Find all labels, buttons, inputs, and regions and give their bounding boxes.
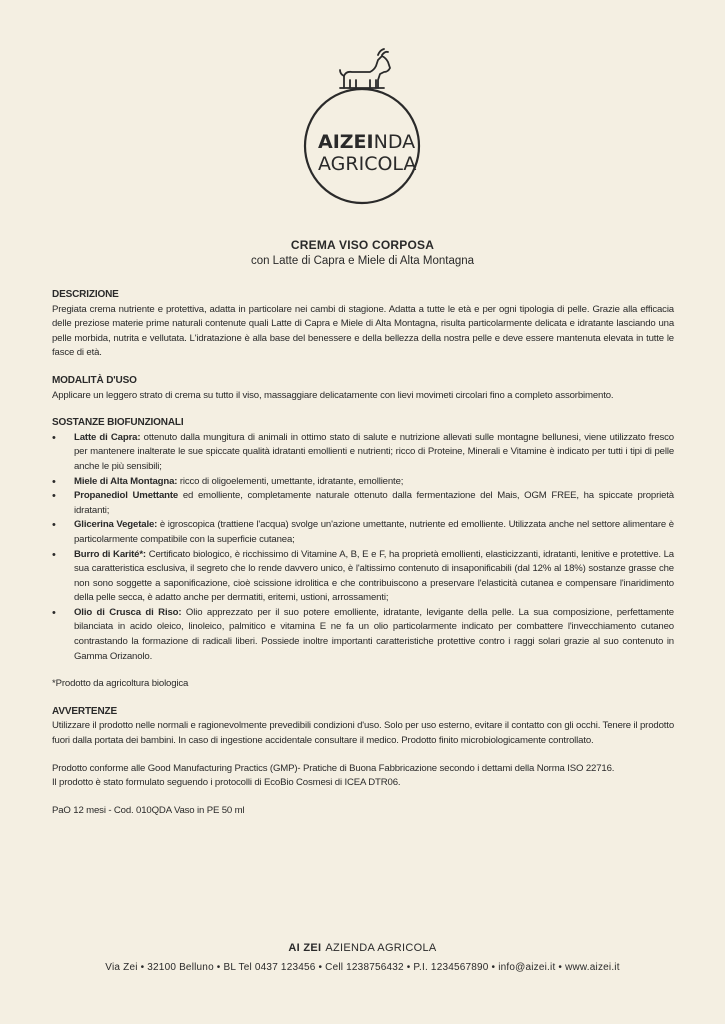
descrizione-text: Pregiata crema nutriente e protettiva, adatta in particolare nei cambi di stagione. Adatta a tutte le età e per ogni tipologia di pelle. Grazie alla efficacia delle preziose materie prime naturali contenute quali Latte di Capra e Miele di Alta Montagna, risulta particolarmente delicata e idratante lasciando una pelle morbida, nutrita e vellutata. L'idratazione è alla base del benessere e della bellezza della nostra pelle e deve essere mantenuta elevata in tutte le fasce di età. [52,303,674,359]
conformita-line-1: Prodotto conforme alle Good Manufacturing Practics (GMP)- Pratiche di Buona Fabbricazione secondo i dettami della Norma ISO 22716. [52,762,615,774]
organic-footnote: *Prodotto da agricoltura biologica [52,678,189,690]
product-title-block [0,238,725,267]
conformita-line-2: Il prodotto è stato formulato seguendo i protocolli di EcoBio Cosmesi di ICEA DTR06. [52,777,401,789]
ingredients-list [52,431,674,665]
ingredient-text: ricco di oligoelementi, umettante, idratante, emolliente; [177,475,404,487]
footer [0,942,725,973]
ingredient-text: Certificato biologico, è ricchissimo di Vitamine A, B, E e F, ha proprietà emollienti, elasticizzanti, idratanti, lenitive e protettive. La sua caratteristica esclusiva, il segreto che lo rende davvero unico, è l'altissimo contenuto di insaponificabili (dal 12% al 18%) sostanze grasse che non sono soggette a saponificazione, cioè scissione idrolitica e che contribuiscono a preservare l'elasticità cutanea e compensare l'inaridimento della pelle secca, è adatto anche per dermatiti, eritemi, ustioni, arrossamenti; [74,548,674,604]
logo-text-rest: NDA [373,131,416,153]
svg-text:AIZEINDA [318,131,415,153]
ingredient-term: Burro di Karité*: [74,548,146,560]
list-item [52,431,674,475]
section-heading-sostanze: SOSTANZE BIOFUNZIONALI [52,417,184,429]
product-subtitle: con Latte di Capra e Miele di Alta Montagna [250,255,475,267]
ingredient-term: Miele di Alta Montagna: [74,475,178,487]
avvertenze-text: Utilizzare il prodotto nelle normali e ragionevolmente prevedibili condizioni d'uso. Solo per uso esterno, evitare il contatto con gli occhi. Tenere il prodotto fuori dalla portata dei bambini. In caso di ingestione accidentale consultare il medico. Prodotto finito microbiologicamente controllato. [52,720,674,747]
ingredient-text: Olio apprezzato per il suo potere emolliente, idratante, levigante della pelle. La sua composizione, perfettamente bilanciata in acido oleico, linoleico, palmitico e vitamina E ne fa un olio particolarmente indicato per combattere l'invecchiamento cutaneo contrastando la formazione di radicali liberi. Possiede inoltre importanti caratteristiche protettive contro i raggi solari grazie al suo contenuto in Gamma Orizanolo. [74,606,674,662]
footer-brand-type: AZIENDA AGRICOLA [325,942,437,954]
product-title: CREMA VISO CORPOSA [290,238,435,252]
aizei-goat-logo [300,46,425,206]
logo-text-bold: AIZEI [318,131,374,153]
ingredient-text: è igroscopica (trattiene l'acqua) svolge un'azione umettante, nutriente ed emolliente. Utilizzata anche nel settore alimentare è particolarmente compatibile con la superficie cutanea; [74,519,674,545]
footer-brand-name: AI ZEI [288,942,322,954]
ingredient-term: Propanediol Umettante [74,490,179,502]
modalita-text: Applicare un leggero strato di crema su tutto il viso, massaggiare delicatamente con lievi movimeti circolari fino a completo assorbimento. [52,389,614,401]
footer-address: Via Zei • 32100 Belluno • BL Tel 0437 123456 • Cell 1238756432 • P.I. 1234567890 • info@aizei.it • www.aizei.it [105,962,620,973]
ingredient-term: Olio di Crusca di Riso: [74,606,182,618]
list-item [52,606,674,664]
list-item [52,475,674,490]
ingredient-text: ed emolliente, completamente naturale ottenuto dalla fermentazione del Mais, OGM FREE, ha spiccate proprietà idratanti; [74,490,674,516]
section-heading-avvertenze: AVVERTENZE [52,705,117,717]
pao-code: PaO 12 mesi - Cod. 010QDA Vaso in PE 50 ml [52,804,245,816]
logo-text-line2: AGRICOLA [318,153,417,175]
ingredient-text: ottenuto dalla mungitura di animali in ottimo stato di salute e nutrizione allevati sulle montagne bellunesi, viene utilizzato fresco per mantenere inalterate le sue spiccate qualità idratanti emollienti e nutrienti; ricco di Proteine, Minerali e Vitamine è indicato per tutti i tipi di pelle anche le più sensibili; [74,431,674,472]
section-heading-descrizione: DESCRIZIONE [52,289,119,300]
product-description [52,288,674,818]
list-item [52,548,674,606]
ingredient-term: Glicerina Vegetale: [74,519,158,531]
list-item [52,489,674,518]
ingredient-term: Latte di Capra: [74,431,141,443]
list-item [52,518,674,547]
footer-brand [0,942,725,954]
section-heading-modalita: MODALITÀ D'USO [52,374,137,386]
